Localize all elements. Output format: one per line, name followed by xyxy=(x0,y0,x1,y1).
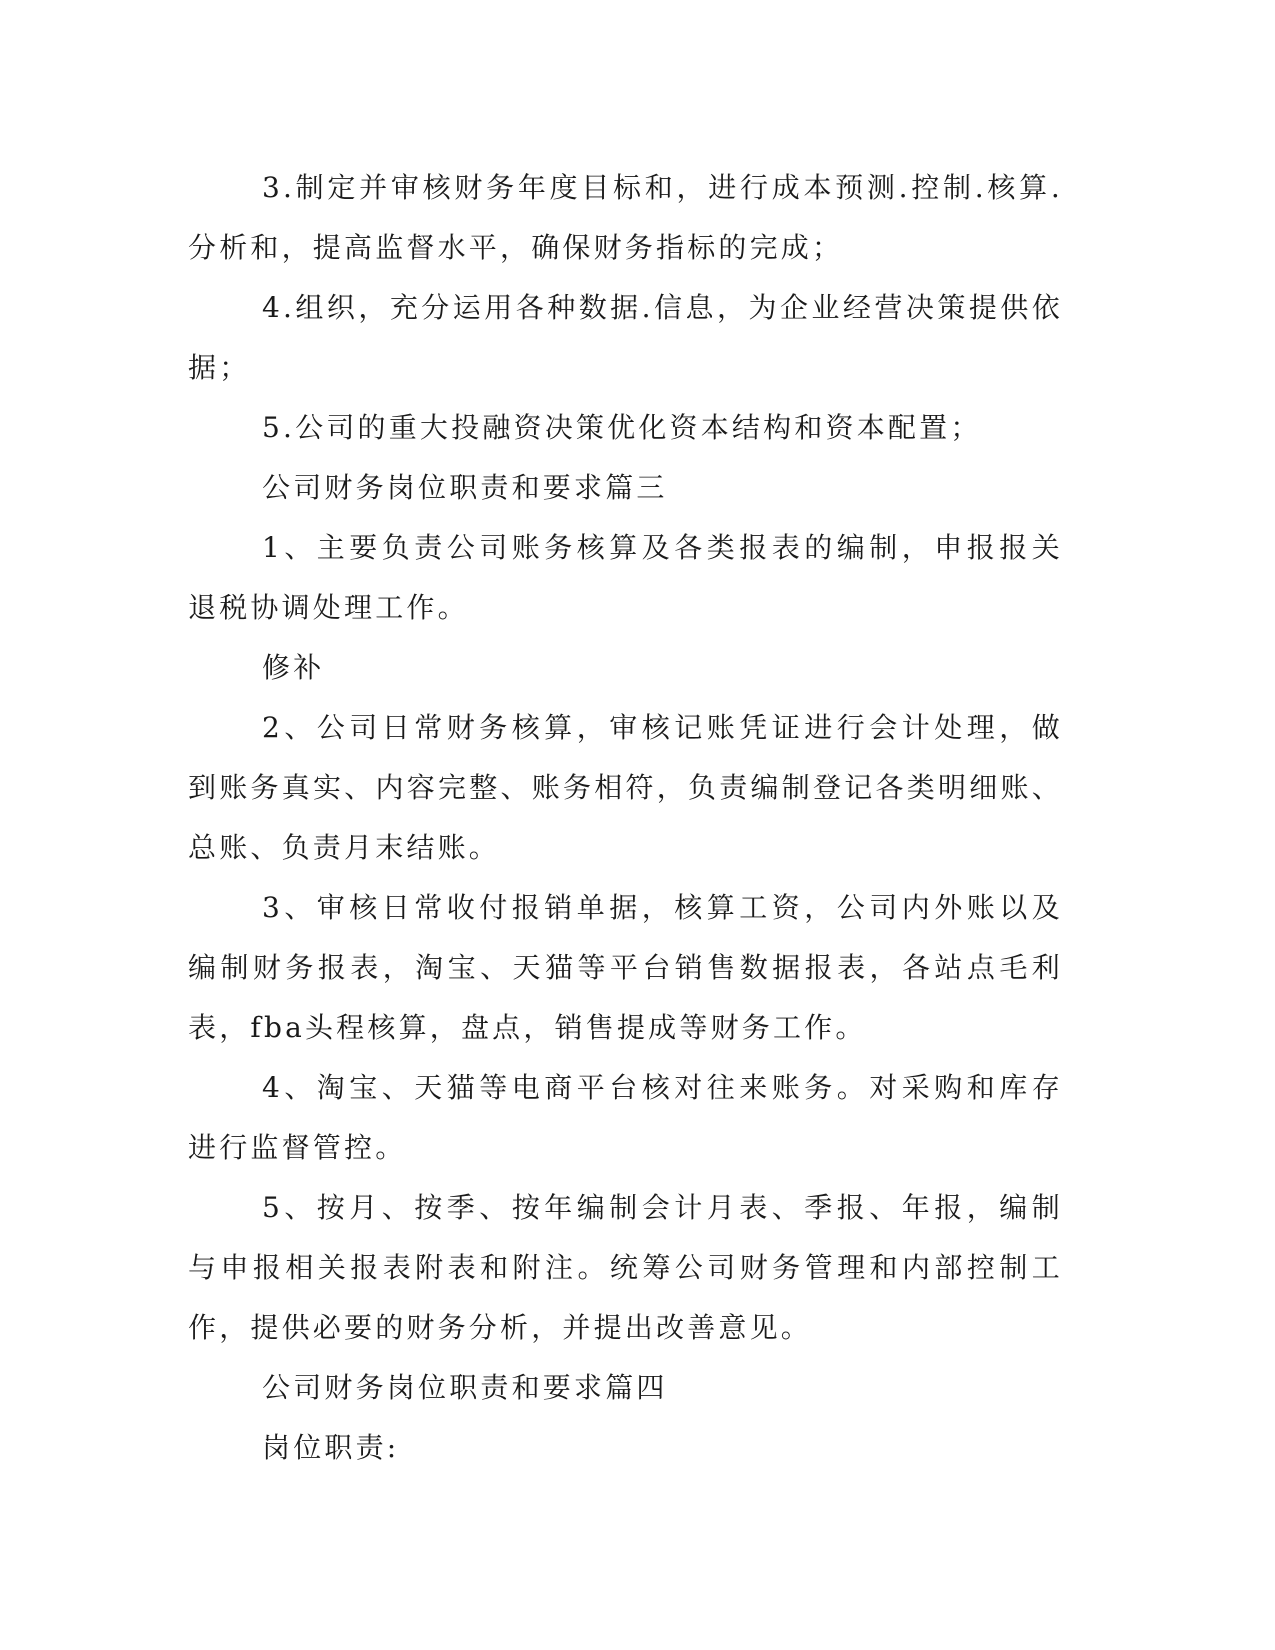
paragraph-item-1: 1、主要负责公司账务核算及各类报表的编制，申报报关退税协调处理工作。 xyxy=(188,531,1063,624)
section-heading-part-three: 公司财务岗位职责和要求篇三 xyxy=(262,471,668,504)
paragraph-item-2: 2、公司日常财务核算，审核记账凭证进行会计处理，做到账务真实、内容完整、账务相符，负责编制登记各类明细账、总账、负责月末结账。 xyxy=(188,711,1063,864)
paragraph-item-3: 3、审核日常收付报销单据，核算工资，公司内外账以及编制财务报表，淘宝、天猫等平台销售数据报表，各站点毛利表，fba头程核算，盘点，销售提成等财务工作。 xyxy=(188,891,1063,1044)
document-body xyxy=(188,158,1063,1478)
paragraph-duties-label: 岗位职责: xyxy=(262,1431,400,1464)
paragraph-item-4: 4、淘宝、天猫等电商平台核对往来账务。对采购和库存进行监督管控。 xyxy=(188,1071,1063,1164)
section-heading-part-four: 公司财务岗位职责和要求篇四 xyxy=(262,1371,668,1404)
paragraph-data-usage: 4.组织，充分运用各种数据.信息，为企业经营决策提供依据； xyxy=(188,291,1063,384)
paragraph-item-5: 5、按月、按季、按年编制会计月表、季报、年报，编制与申报相关报表附表和附注。统筹公司财务管理和内部控制工作，提供必要的财务分析，并提出改善意见。 xyxy=(188,1191,1063,1344)
paragraph-note: 修补 xyxy=(262,651,325,684)
paragraph-goal-setting: 3.制定并审核财务年度目标和，进行成本预测.控制.核算.分析和，提高监督水平，确保财务指标的完成； xyxy=(188,171,1063,264)
paragraph-investment: 5.公司的重大投融资决策优化资本结构和资本配置； xyxy=(262,411,982,444)
